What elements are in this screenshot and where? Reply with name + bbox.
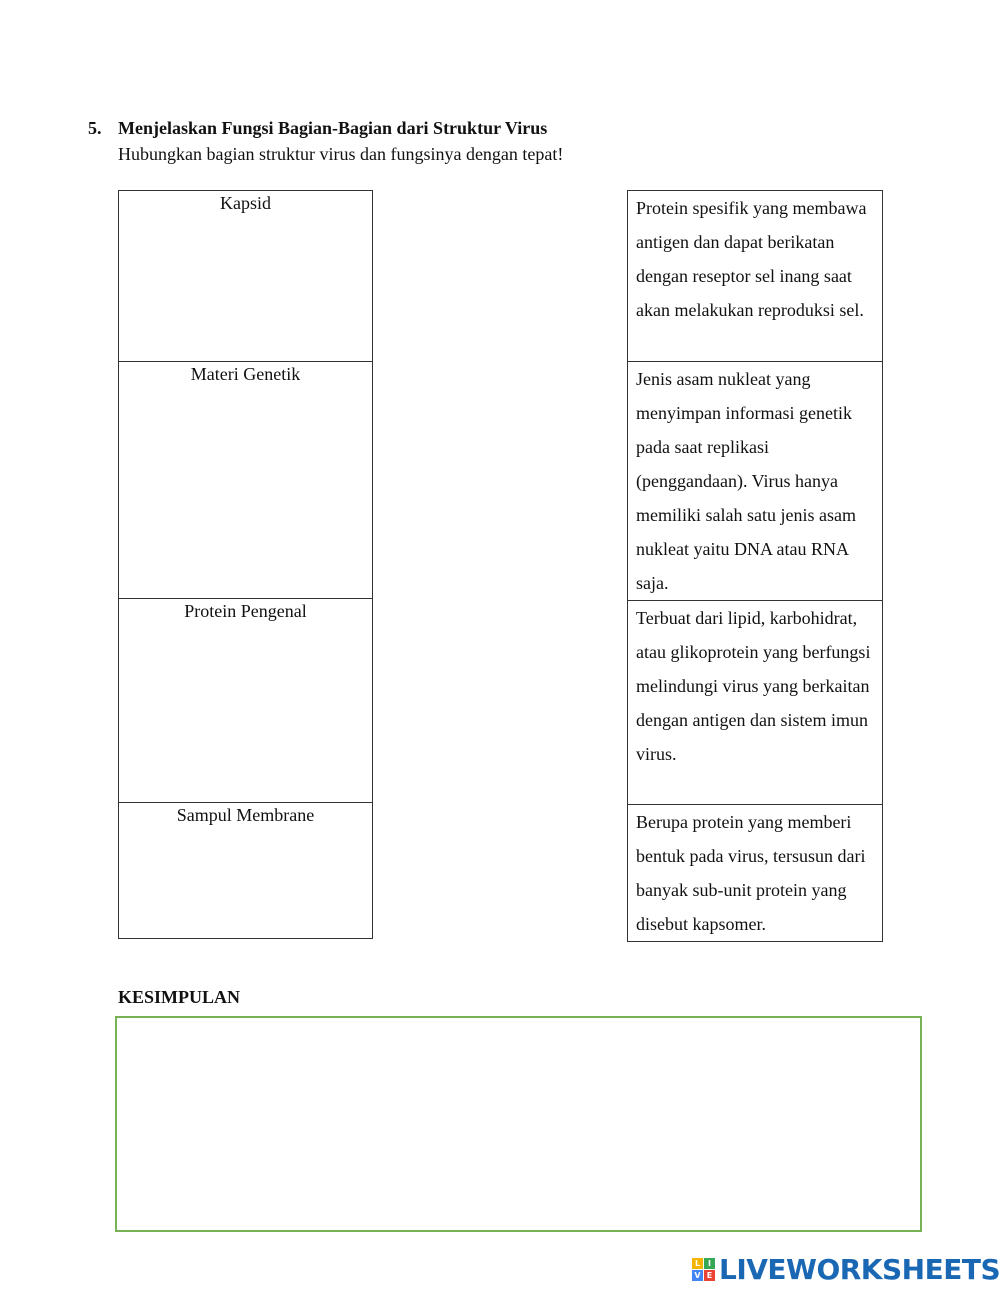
function-text: Berupa protein yang memberi bentuk pada virus, tersusun dari banyak sub-unit protein yang disebut kapsomer. [636, 812, 866, 934]
section-title: Menjelaskan Fungsi Bagian-Bagian dari Struktur Virus [118, 118, 548, 138]
logo-mark-letter: I [704, 1258, 715, 1269]
logo-text: LIVEWORKSHEETS [719, 1252, 1000, 1286]
logo-icon [692, 1258, 715, 1281]
function-box-4[interactable] [628, 805, 883, 942]
instruction-text: Hubungkan bagian struktur virus dan fungsinya dengan tepat! [118, 144, 564, 164]
part-box-protein-pengenal[interactable] [119, 599, 373, 803]
liveworksheets-logo [692, 1254, 1000, 1284]
part-label: Kapsid [220, 193, 271, 213]
conclusion-input[interactable] [115, 1016, 922, 1232]
part-label: Protein Pengenal [184, 601, 307, 621]
section-number: 5. [88, 118, 102, 138]
functions-table [627, 190, 883, 942]
logo-mark-letter: V [692, 1270, 703, 1281]
part-box-materi-genetik[interactable] [119, 362, 373, 599]
structure-parts-table [118, 190, 373, 939]
logo-mark-letter: E [704, 1270, 715, 1281]
logo-mark-letter: L [692, 1258, 703, 1269]
function-text: Protein spesifik yang membawa antigen dan dapat berikatan dengan reseptor sel inang saat akan melakukan reproduksi sel. [636, 198, 867, 320]
conclusion-title: KESIMPULAN [118, 987, 241, 1007]
section-heading [88, 118, 547, 139]
part-box-kapsid[interactable] [119, 191, 373, 362]
function-text: Jenis asam nukleat yang menyimpan informasi genetik pada saat replikasi (penggandaan). Virus hanya memiliki salah satu jenis asam nukleat yaitu DNA atau RNA saja. [636, 369, 856, 593]
function-text: Terbuat dari lipid, karbohidrat, atau glikoprotein yang berfungsi melindungi virus yang berkaitan dengan antigen dan sistem imun virus. [636, 608, 871, 764]
part-label: Materi Genetik [190, 364, 301, 384]
function-box-3[interactable] [628, 601, 883, 805]
part-label: Sampul Membrane [176, 805, 315, 825]
function-box-1[interactable] [628, 191, 883, 362]
function-box-2[interactable] [628, 362, 883, 601]
part-box-sampul-membrane[interactable] [119, 803, 373, 939]
